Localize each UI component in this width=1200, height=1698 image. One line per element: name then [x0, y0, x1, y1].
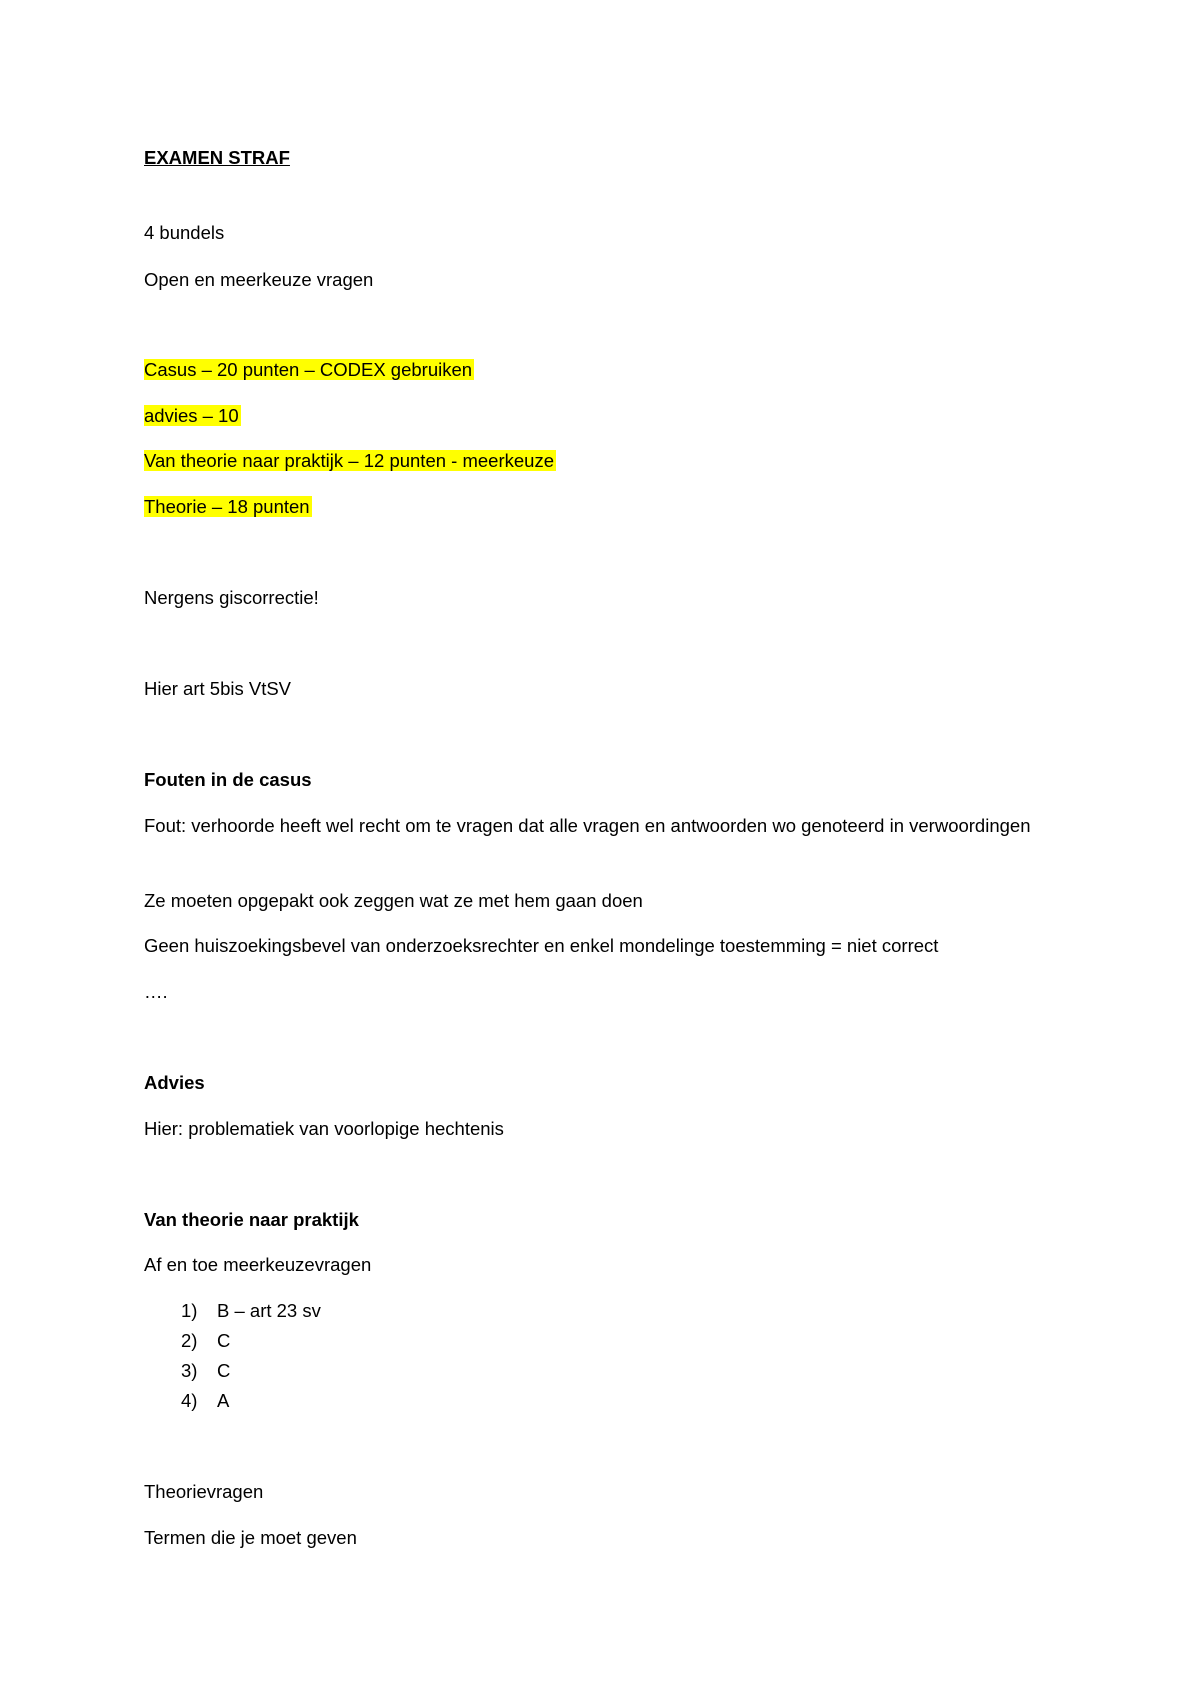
line-theorie-praktijk-punten — [144, 446, 556, 475]
highlighted-text: advies – 10 — [144, 405, 239, 426]
praktijk-heading: Van theorie naar praktijk — [144, 1209, 359, 1230]
line-advies-punten — [144, 401, 241, 430]
line-open-meerkeuze: Open en meerkeuze vragen — [144, 269, 374, 290]
fouten-item: Geen huiszoekingsbevel van onderzoeksrechter en enkel mondelinge toestemming = niet correct — [144, 935, 939, 956]
list-item-number: 4) — [181, 1390, 198, 1411]
highlighted-text: Theorie – 18 punten — [144, 496, 310, 517]
list-item-number: 1) — [181, 1300, 198, 1321]
line-theorie-punten — [144, 492, 312, 521]
theorie-text: Termen die je moet geven — [144, 1527, 357, 1548]
theorie-heading: Theorievragen — [144, 1481, 264, 1502]
list-item-number: 2) — [181, 1330, 198, 1351]
line-art: Hier art 5bis VtSV — [144, 678, 292, 699]
line-casus-punten — [144, 355, 474, 384]
fouten-item: Ze moeten opgepakt ook zeggen wat ze met hem gaan doen — [144, 890, 643, 911]
fouten-item: Fout: verhoorde heeft wel recht om te vragen dat alle vragen en antwoorden wo genoteerd in verwoordingen — [144, 815, 1031, 836]
list-item: C — [217, 1330, 231, 1351]
list-item: A — [217, 1390, 230, 1411]
line-giscorrectie: Nergens giscorrectie! — [144, 587, 319, 608]
list-item: B – art 23 sv — [217, 1300, 321, 1321]
highlighted-text: Casus – 20 punten – CODEX gebruiken — [144, 359, 473, 380]
advies-heading: Advies — [144, 1072, 205, 1093]
fouten-heading: Fouten in de casus — [144, 769, 312, 790]
advies-text: Hier: problematiek van voorlopige hechtenis — [144, 1118, 504, 1139]
list-item-number: 3) — [181, 1360, 198, 1381]
praktijk-intro: Af en toe meerkeuzevragen — [144, 1254, 372, 1275]
line-bundels: 4 bundels — [144, 222, 225, 243]
highlighted-text: Van theorie naar praktijk – 12 punten - meerkeuze — [144, 450, 554, 471]
document-title: EXAMEN STRAF — [144, 147, 290, 168]
list-item: C — [217, 1360, 231, 1381]
fouten-item: …. — [144, 981, 168, 1002]
